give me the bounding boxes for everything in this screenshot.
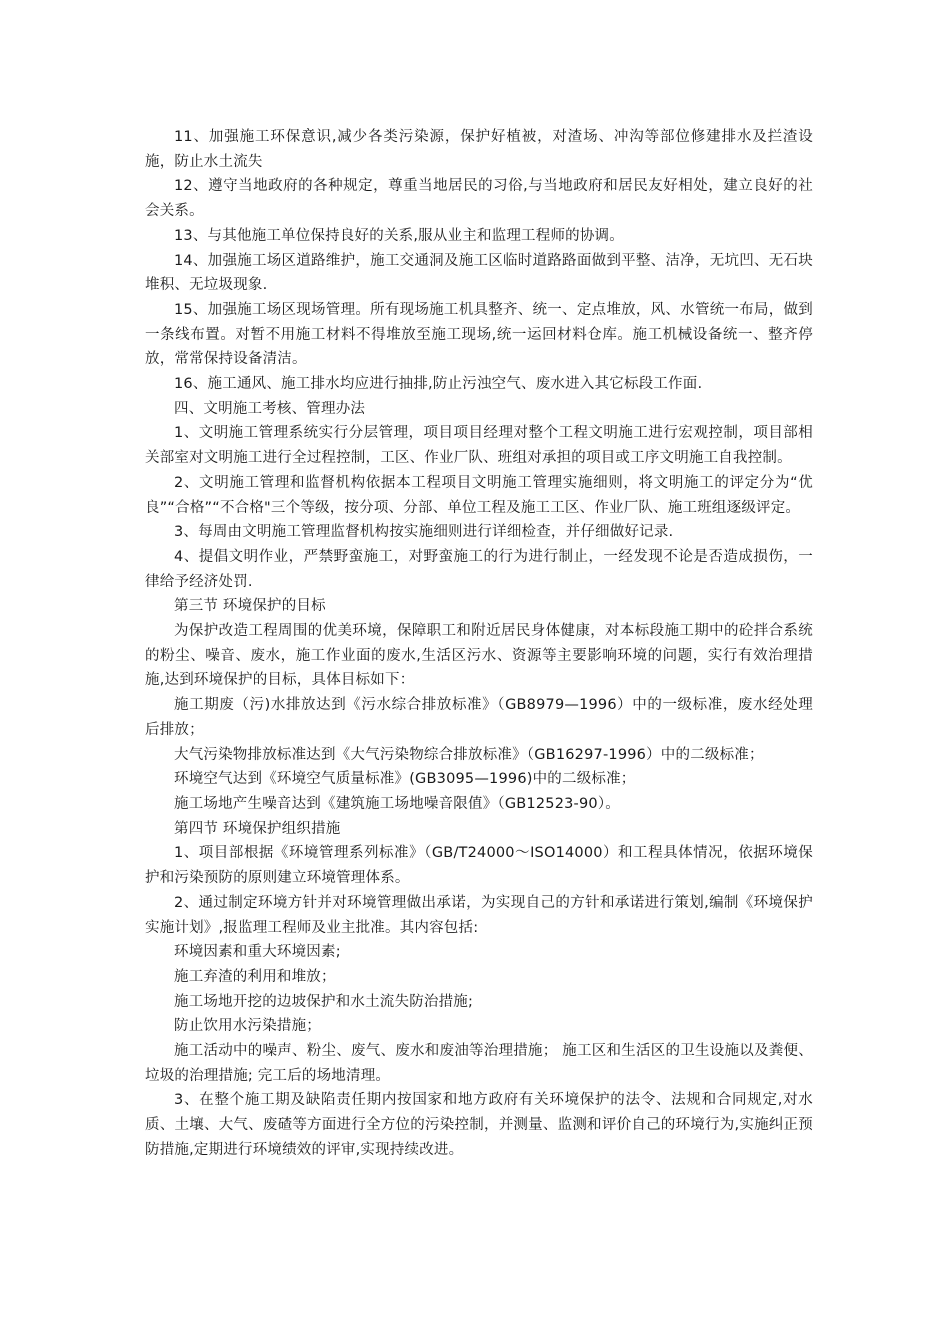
paragraph: 16、施工通风、施工排水均应进行抽排,防止污浊空气、废水进入其它标段工作面. [174,376,703,393]
paragraph: 2、通过制定环境方针并对环境管理做出承诺，为实现自己的方针和承诺进行策划,编制《环境保护实施计划》,报监理工程师及业主批准。其内容包括: [145,894,813,936]
list-item: 施工活动中的噪声、粉尘、废气、废水和废油等治理措施； 施工区和生活区的卫生设施以及粪便、垃圾的治理措施; 完工后的场地清理。 [145,1043,813,1084]
paragraph: 1、项目部根据《环境管理系列标准》（GB/T24000～ISO14000）和工程具体情况，依据环境保护和污染预防的原则建立环境管理体系。 [145,845,813,887]
paragraph: 3、在整个施工期及缺陷责任期内按国家和地方政府有关环境保护的法令、法规和合同规定,对水质、土壤、大气、废碴等方面进行全方位的污染控制，并测量、监测和评价自己的环境行为,实施纠正预防措施,定期进行环境绩效的评审,实现持续改进。 [145,1092,813,1158]
section-heading: 第四节 环境保护组织措施 [174,820,341,837]
paragraph: 12、遵守当地政府的各种规定，尊重当地居民的习俗,与当地政府和居民友好相处，建立良好的社会关系。 [145,178,813,220]
paragraph: 施工场地产生噪音达到《建筑施工场地噪音限值》（GB12523-90）。 [174,795,620,812]
paragraph: 13、与其他施工单位保持良好的关系,服从业主和监理工程师的协调。 [174,227,624,244]
paragraph: 1、文明施工管理系统实行分层管理，项目项目经理对整个工程文明施工进行宏观控制，项目部相关部室对文明施工进行全过程控制，工区、作业厂队、班组对承担的项目或工序文明施工自我控制。 [145,425,813,467]
section-heading: 四、文明施工考核、管理办法 [174,400,366,417]
list-item: 施工弃渣的利用和堆放； [174,968,336,985]
list-item: 防止饮用水污染措施； [174,1018,321,1035]
paragraph: 14、加强施工场区道路维护，施工交通洞及施工区临时道路路面做到平整、洁净，无坑凹、无石块堆积、无垃圾现象. [145,252,813,294]
paragraph: 为保护改造工程周围的优美环境，保障职工和附近居民身体健康，对本标段施工期中的砼拌合系统的粉尘、噪音、废水，施工作业面的废水,生活区污水、资源等主要影响环境的问题，实行有效治理措施,达到环境保护的目标，具体目标如下： [145,623,813,689]
paragraph: 施工期废（污)水排放达到《污水综合排放标准》（GB8979—1996）中的一级标准，废水经处理后排放； [145,697,813,738]
paragraph: 环境空气达到《环境空气质量标准》(GB3095—1996)中的二级标准； [174,771,636,788]
paragraph: 3、每周由文明施工管理监督机构按实施细则进行详细检查，并仔细做好记录. [174,524,674,541]
paragraph: 4、提倡文明作业，严禁野蛮施工，对野蛮施工的行为进行制止，一经发现不论是否造成损伤，一律给予经济处罚. [145,548,813,590]
document-body [145,125,813,1163]
list-item: 环境因素和重大环境因素; [174,944,341,961]
paragraph: 大气污染物排放标准达到《大气污染物综合排放标准》（GB16297-1996）中的二级标准； [174,746,764,763]
paragraph: 2、文明施工管理和监督机构依据本工程项目文明施工管理实施细则，将文明施工的评定分为“优良”“合格”“不合格"三个等级，按分项、分部、单位工程及施工工区、作业厂队、施工班组逐级评定。 [145,474,813,516]
paragraph: 15、加强施工场区现场管理。所有现场施工机具整齐、统一、定点堆放，风、水管统一布局，做到一条线布置。对暂不用施工材料不得堆放至施工现场,统一运回材料仓库。施工机械设备统一、整齐停放，常常保持设备清洁。 [145,301,813,368]
list-item: 施工场地开挖的边坡保护和水土流失防治措施; [174,993,474,1010]
paragraph: 11、加强施工环保意识,减少各类污染源，保护好植被，对渣场、冲沟等部位修建排水及拦渣设施，防止水土流失 [145,129,813,170]
section-heading: 第三节 环境保护的目标 [174,598,326,615]
